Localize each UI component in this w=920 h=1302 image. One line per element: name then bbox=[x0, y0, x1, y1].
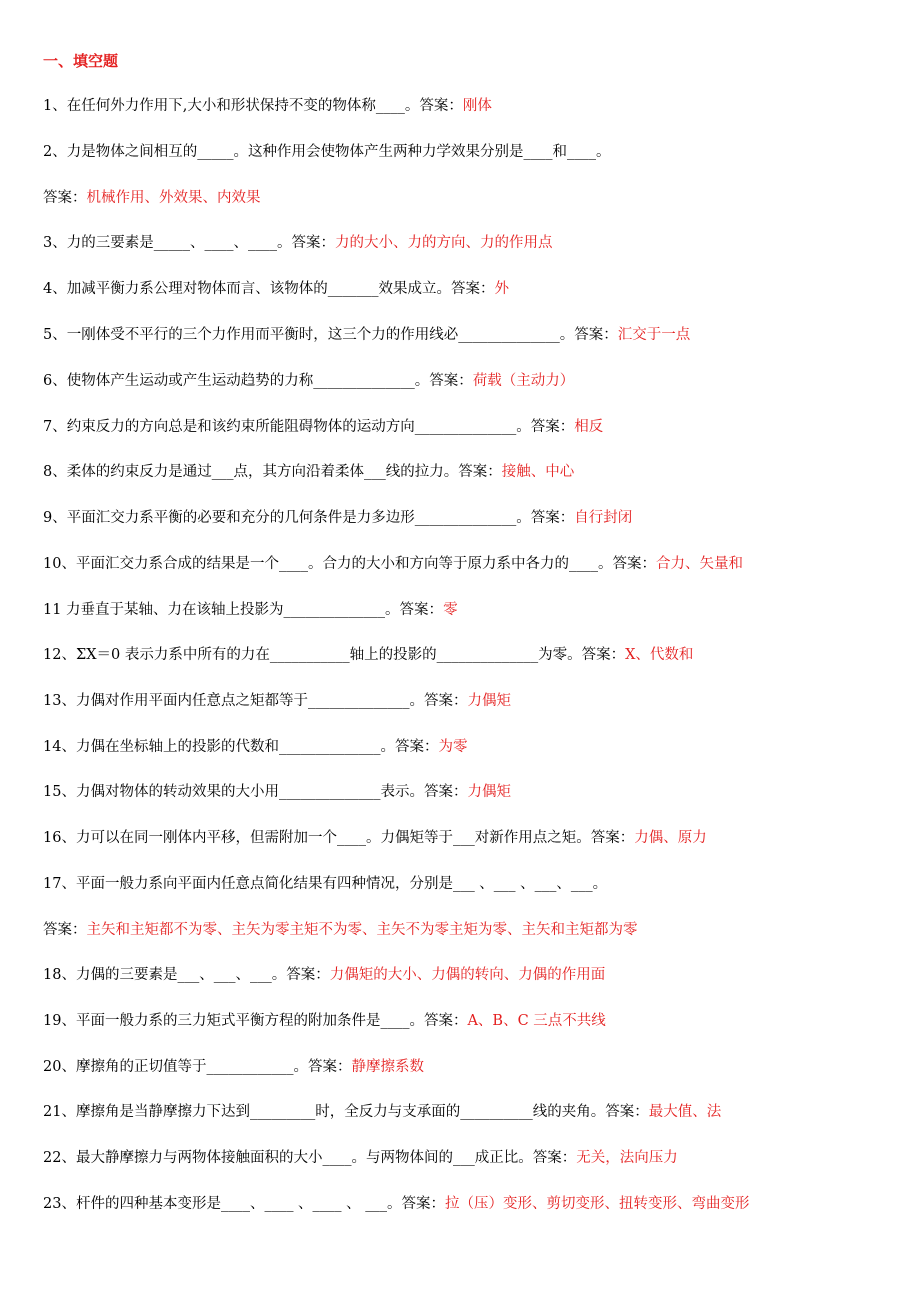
answer-text: A、B、C 三点不共线 bbox=[467, 1013, 606, 1029]
answer-line bbox=[43, 920, 638, 940]
question-text: 7、约束反力的方向总是和该约束所能阻碍物体的运动方向______________。答案： bbox=[43, 419, 575, 435]
answer-text: 接触、中心 bbox=[501, 464, 575, 480]
answer-text: 相反 bbox=[574, 419, 604, 435]
question-text: 4、加减平衡力系公理对物体而言、该物体的_______效果成立。答案： bbox=[43, 281, 495, 297]
answer-text: 外 bbox=[494, 281, 509, 297]
answer-text: 汇交于一点 bbox=[617, 327, 691, 343]
question-text: 答案： bbox=[43, 190, 87, 206]
question-text: 19、平面一般力系的三力矩式平衡方程的附加条件是____。答案： bbox=[43, 1013, 468, 1029]
question-text: 10、平面汇交力系合成的结果是一个____。合力的大小和方向等于原力系中各力的____。答案： bbox=[43, 556, 656, 572]
answer-text: 自行封闭 bbox=[574, 510, 633, 526]
answer-text: 拉（压）变形、剪切变形、扭转变形、弯曲变形 bbox=[445, 1196, 750, 1212]
question-line bbox=[43, 645, 693, 665]
question-line bbox=[43, 1194, 750, 1214]
question-text: 21、摩擦角是当静摩擦力下达到_________时，全反力与支承面的__________线的夹角。答案： bbox=[43, 1104, 649, 1120]
question-line bbox=[43, 233, 552, 253]
question-line bbox=[43, 1102, 721, 1122]
answer-text: 力偶矩的大小、力偶的转向、力偶的作用面 bbox=[329, 967, 606, 983]
question-text: 12、ΣX＝0 表示力系中所有的力在___________轴上的投影的______________为零。答案： bbox=[43, 647, 626, 663]
question-text: 3、力的三要素是_____、____、____。答案： bbox=[43, 235, 335, 251]
answer-text: 最大值、法 bbox=[648, 1104, 722, 1120]
question-line bbox=[43, 371, 574, 391]
question-text: 14、力偶在坐标轴上的投影的代数和______________。答案： bbox=[43, 739, 439, 755]
question-line bbox=[43, 462, 574, 482]
question-line bbox=[43, 691, 511, 711]
question-line bbox=[43, 1057, 424, 1077]
question-line bbox=[43, 782, 511, 802]
question-line bbox=[43, 417, 603, 437]
question-line bbox=[43, 1148, 678, 1168]
answer-text: 静摩擦系数 bbox=[351, 1059, 424, 1075]
question-text: 6、使物体产生运动或产生运动趋势的力称______________。答案： bbox=[43, 373, 473, 389]
question-line bbox=[43, 874, 607, 894]
question-line bbox=[43, 279, 509, 299]
question-line bbox=[43, 828, 707, 848]
question-line bbox=[43, 965, 605, 985]
question-text: 20、摩擦角的正切值等于____________。答案： bbox=[43, 1059, 352, 1075]
question-text: 11 力垂直于某轴、力在该轴上投影为______________。答案： bbox=[43, 602, 444, 618]
answer-text: 零 bbox=[443, 602, 458, 618]
question-text: 2、力是物体之间相互的_____。这种作用会使物体产生两种力学效果分别是____和____。 bbox=[43, 144, 611, 160]
question-line bbox=[43, 96, 492, 116]
question-text: 17、平面一般力系向平面内任意点简化结果有四种情况，分别是___ 、___ 、___、___。 bbox=[43, 876, 608, 892]
answer-text: 力偶矩 bbox=[467, 693, 511, 709]
question-text: 答案： bbox=[43, 922, 87, 938]
answer-text: 刚体 bbox=[462, 98, 492, 114]
answer-text: 力的大小、力的方向、力的作用点 bbox=[334, 235, 553, 251]
question-text: 9、平面汇交力系平衡的必要和充分的几何条件是力多边形______________。答案： bbox=[43, 510, 575, 526]
question-line bbox=[43, 325, 690, 345]
question-line bbox=[43, 554, 743, 574]
answer-text: X、代数和 bbox=[625, 647, 694, 663]
question-text: 13、力偶对作用平面内任意点之矩都等于______________。答案： bbox=[43, 693, 468, 709]
question-text: 15、力偶对物体的转动效果的大小用______________表示。答案： bbox=[43, 784, 468, 800]
answer-text: 无关，法向压力 bbox=[576, 1150, 678, 1166]
question-text: 8、柔体的约束反力是通过___点，其方向沿着柔体___线的拉力。答案： bbox=[43, 464, 502, 480]
answer-text: 为零 bbox=[438, 739, 468, 755]
question-line bbox=[43, 737, 467, 757]
answer-text: 机械作用、外效果、内效果 bbox=[86, 190, 261, 206]
question-line bbox=[43, 600, 458, 620]
question-text: 23、杆件的四种基本变形是____、____ 、____ 、 ___。答案： bbox=[43, 1196, 446, 1212]
question-text: 16、力可以在同一刚体内平移，但需附加一个____。力偶矩等于___对新作用点之矩。答案： bbox=[43, 830, 635, 846]
answer-text: 力偶矩 bbox=[467, 784, 511, 800]
question-text: 18、力偶的三要素是___、___、___。答案： bbox=[43, 967, 330, 983]
question-text: 5、一刚体受不平行的三个力作用而平衡时，这三个力的作用线必______________。答案： bbox=[43, 327, 618, 343]
section-title: 一、填空题 bbox=[43, 52, 119, 70]
question-text: 22、最大静摩擦力与两物体接触面积的大小____。与两物体间的___成正比。答案： bbox=[43, 1150, 577, 1166]
answer-text: 荷载（主动力） bbox=[472, 373, 575, 389]
answer-line bbox=[43, 188, 261, 208]
question-line bbox=[43, 508, 632, 528]
question-line bbox=[43, 1011, 606, 1031]
answer-text: 主矢和主矩都不为零、主矢为零主矩不为零、主矢不为零主矩为零、主矢和主矩都为零 bbox=[86, 922, 638, 938]
question-line bbox=[43, 142, 610, 162]
answer-text: 合力、矢量和 bbox=[655, 556, 743, 572]
question-text: 1、在任何外力作用下,大小和形状保持不变的物体称____。答案： bbox=[43, 98, 463, 114]
answer-text: 力偶、原力 bbox=[634, 830, 707, 846]
